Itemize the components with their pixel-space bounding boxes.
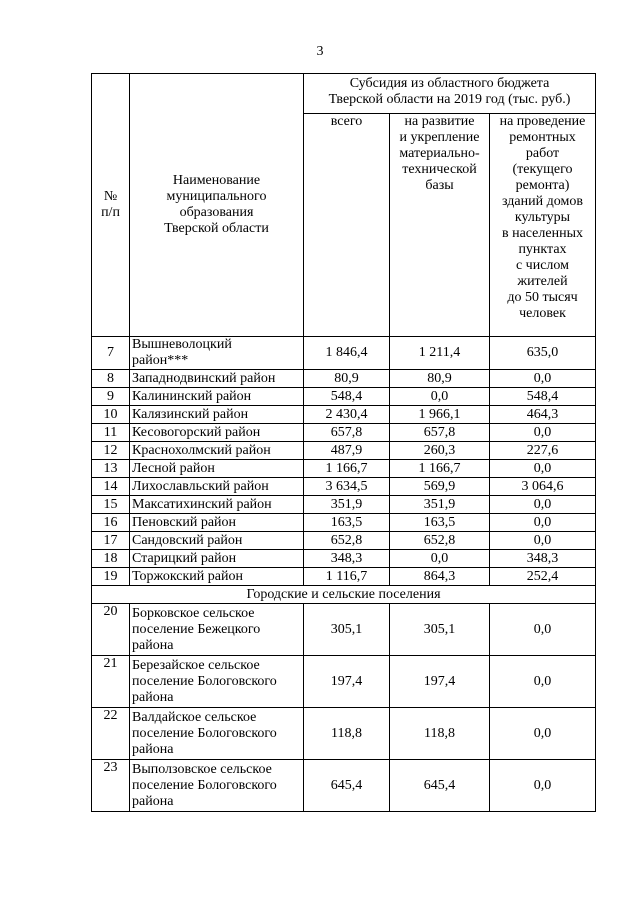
row-repair: 0,0 [490,460,596,478]
header-line: технической [402,162,477,177]
table-row [92,424,596,442]
row-number: 12 [92,442,130,460]
row-total: 645,4 [304,760,390,812]
table-row [92,406,596,424]
row-total: 548,4 [304,388,390,406]
row-total: 657,8 [304,424,390,442]
row-number: 17 [92,532,130,550]
row-total: 3 634,5 [304,478,390,496]
row-total: 1 166,7 [304,460,390,478]
table-row [92,656,596,708]
row-name: Лесной район [130,460,304,478]
row-name: Западнодвинский район [130,370,304,388]
subsidy-table [91,73,596,812]
header-line: человек [519,306,566,321]
row-total: 1 116,7 [304,568,390,586]
table-row [92,760,596,812]
header-no: № п/п [92,74,130,337]
row-total: 163,5 [304,514,390,532]
row-development: 260,3 [390,442,490,460]
row-number: 18 [92,550,130,568]
row-name: Краснохолмский район [130,442,304,460]
row-repair: 0,0 [490,656,596,708]
header-line: базы [425,178,454,193]
row-development: 118,8 [390,708,490,760]
table-row [92,550,596,568]
row-total: 348,3 [304,550,390,568]
row-number: 22 [92,708,130,760]
row-repair: 0,0 [490,760,596,812]
page-number: 3 [316,44,324,59]
table-row [92,370,596,388]
row-development: 197,4 [390,656,490,708]
header-total: всего [304,114,390,337]
row-development: 652,8 [390,532,490,550]
row-number: 20 [92,604,130,656]
table-row [92,708,596,760]
row-name: Борковское сельское поселение Бежецкого района [130,604,304,656]
row-development: 351,9 [390,496,490,514]
row-number: 14 [92,478,130,496]
row-name: Валдайское сельское поселение Бологовского района [130,708,304,760]
row-number: 21 [92,656,130,708]
row-development: 645,4 [390,760,490,812]
row-repair: 227,6 [490,442,596,460]
table-row [92,478,596,496]
table-row [92,532,596,550]
row-repair: 252,4 [490,568,596,586]
row-total: 652,8 [304,532,390,550]
row-number: 9 [92,388,130,406]
row-total: 2 430,4 [304,406,390,424]
table-row [92,337,596,370]
row-total: 118,8 [304,708,390,760]
row-development: 1 966,1 [390,406,490,424]
row-number: 15 [92,496,130,514]
header-line: материально- [399,146,480,161]
row-repair: 0,0 [490,424,596,442]
row-repair: 0,0 [490,604,596,656]
row-development: 569,9 [390,478,490,496]
header-line: в населенных [501,226,583,241]
table-row [92,460,596,478]
row-number: 19 [92,568,130,586]
header-line: (текущего [512,162,573,177]
row-repair: 635,0 [490,337,596,370]
row-name: Выползовское сельское поселение Бологовского района [130,760,304,812]
section-title: Городские и сельские поселения [92,586,596,604]
row-repair: 0,0 [490,370,596,388]
header-repair [490,114,596,337]
row-number: 11 [92,424,130,442]
row-development: 0,0 [390,550,490,568]
table-row [92,496,596,514]
row-repair: 348,3 [490,550,596,568]
table-row [92,388,596,406]
row-development: 80,9 [390,370,490,388]
table-row [92,442,596,460]
row-name: Максатихинский район [130,496,304,514]
row-name: Сандовский район [130,532,304,550]
header-line: культуры [514,210,571,225]
row-name: Калининский район [130,388,304,406]
row-repair: 0,0 [490,708,596,760]
row-total: 197,4 [304,656,390,708]
row-name: Вышневолоцкий район*** [130,337,304,370]
row-development: 657,8 [390,424,490,442]
row-repair: 3 064,6 [490,478,596,496]
row-number: 23 [92,760,130,812]
row-repair: 0,0 [490,496,596,514]
row-number: 8 [92,370,130,388]
table-row [92,514,596,532]
row-development: 1 166,7 [390,460,490,478]
header-line: пунктах [518,242,567,257]
row-number: 10 [92,406,130,424]
row-development: 864,3 [390,568,490,586]
table-row [92,604,596,656]
header-line: ремонта) [515,178,570,193]
row-total: 1 846,4 [304,337,390,370]
header-line: на развитие [404,114,475,129]
row-number: 16 [92,514,130,532]
row-name: Березайское сельское поселение Бологовского района [130,656,304,708]
row-total: 351,9 [304,496,390,514]
row-development: 163,5 [390,514,490,532]
header-line: с числом [515,258,570,273]
row-name: Лихославльский район [130,478,304,496]
row-total: 80,9 [304,370,390,388]
row-development: 1 211,4 [390,337,490,370]
header-line: зданий домов [502,194,583,209]
section-row [92,586,596,604]
row-repair: 0,0 [490,532,596,550]
row-name: Калязинский район [130,406,304,424]
header-development [390,114,490,337]
header-line: жителей [517,274,568,289]
header-name: Наименование муниципального образования Тверской области [130,74,304,337]
header-line: на проведение [499,114,586,129]
row-number: 13 [92,460,130,478]
header-line: работ [525,146,560,161]
row-name: Пеновский район [130,514,304,532]
row-repair: 0,0 [490,514,596,532]
row-name: Торжокский район [130,568,304,586]
row-name: Кесовогорский район [130,424,304,442]
header-line: до 50 тысяч [507,290,578,305]
table-row [92,568,596,586]
row-repair: 464,3 [490,406,596,424]
row-name: Старицкий район [130,550,304,568]
header-subsidy: Субсидия из областного бюджета Тверской области на 2019 год (тыс. руб.) [304,74,596,114]
row-total: 487,9 [304,442,390,460]
header-line: и укрепление [399,130,480,145]
row-number: 7 [92,337,130,370]
header-line: ремонтных [509,130,576,145]
row-repair: 548,4 [490,388,596,406]
row-development: 0,0 [390,388,490,406]
row-development: 305,1 [390,604,490,656]
row-total: 305,1 [304,604,390,656]
